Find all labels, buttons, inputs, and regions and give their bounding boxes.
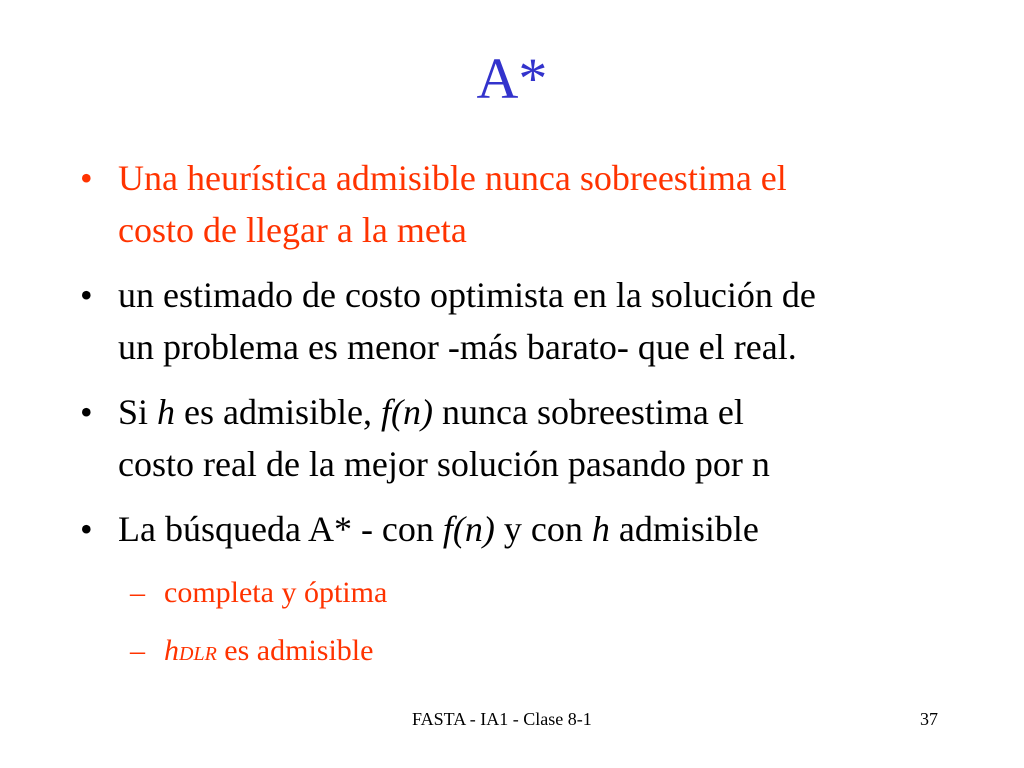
- bullet-marker: •: [80, 392, 93, 432]
- italic-h: h: [591, 509, 610, 549]
- italic-h: h: [157, 392, 176, 432]
- bullet-line: [118, 386, 1008, 438]
- bullet-marker: •: [80, 509, 93, 549]
- italic-fn: f(n): [442, 509, 495, 549]
- bullet-line: costo real de la mejor solución pasando por n: [118, 444, 770, 484]
- italic-h: h: [164, 634, 179, 667]
- sub-item-text: [164, 631, 373, 674]
- bullet-text: [118, 152, 1008, 256]
- text-run: admisible: [609, 509, 759, 549]
- bullet-text: [118, 269, 1008, 373]
- italic-fn: f(n): [381, 392, 433, 432]
- bullet-marker: •: [80, 275, 93, 315]
- text-run: es admisible: [216, 634, 374, 667]
- subscript-dlr: DLR: [179, 643, 217, 665]
- text-run: nunca sobreestima el: [432, 392, 744, 432]
- bullet-text: [118, 386, 1008, 490]
- page-number: 37: [920, 709, 938, 729]
- sub-item-marker: –: [130, 634, 145, 667]
- bullet-marker: •: [80, 158, 93, 198]
- bullet-line: un problema es menor -más barato- que el real.: [118, 327, 797, 367]
- bullet-line: Una heurística admisible nunca sobreestima el: [118, 158, 787, 198]
- bullet-line: un estimado de costo optimista en la solución de: [118, 275, 816, 315]
- text-run: y con: [494, 509, 592, 549]
- sub-item-marker: –: [130, 576, 145, 609]
- text-run: La búsqueda A* - con: [118, 509, 443, 549]
- text-run: es admisible,: [175, 392, 381, 432]
- slide-title: A*: [476, 46, 548, 111]
- text-run: Si: [118, 392, 158, 432]
- bullet-line: costo de llegar a la meta: [118, 210, 467, 250]
- bullet-text: [118, 503, 1008, 555]
- sub-item-text: completa y óptima: [164, 576, 388, 609]
- footer-center: FASTA - IA1 - Clase 8-1: [412, 709, 592, 729]
- bullet-line: [118, 503, 1008, 555]
